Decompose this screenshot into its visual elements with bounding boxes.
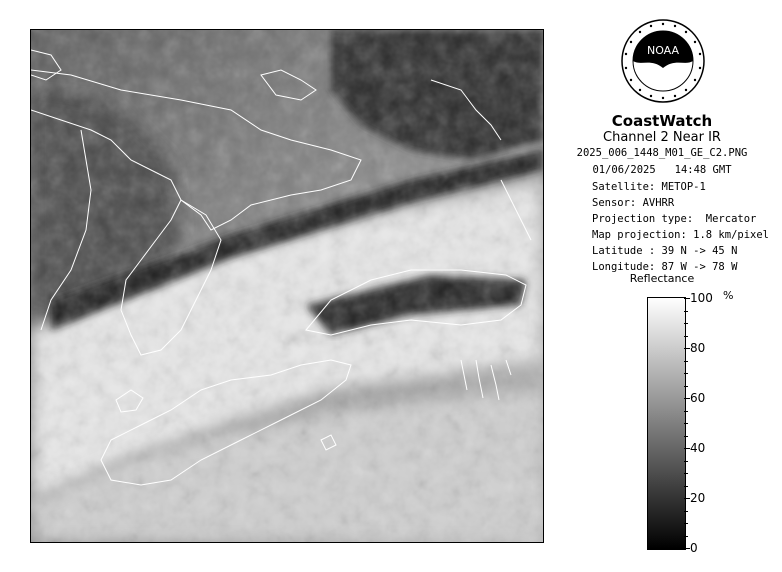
colorbar-tick [684, 461, 688, 462]
colorbar-tick [684, 323, 688, 324]
projection-type: Projection type: Mercator [592, 213, 757, 225]
info-panel [562, 0, 774, 572]
colorbar [647, 297, 686, 550]
colorbar-title: Reflectance [629, 272, 695, 285]
satellite-image [30, 29, 544, 543]
colorbar-label: 100 [690, 291, 713, 305]
logo-text: NOAA [646, 44, 680, 57]
colorbar-tick [684, 361, 688, 362]
colorbar-label: 40 [690, 441, 706, 455]
colorbar-tick [684, 473, 688, 474]
filename: 2025_006_1448_M01_GE_C2.PNG [576, 147, 748, 159]
sensor: Sensor: AVHRR [592, 197, 675, 209]
satellite: Satellite: METOP-1 [592, 181, 706, 193]
colorbar-tick [684, 523, 688, 524]
colorbar-tick [684, 311, 688, 312]
channel-title: Channel 2 Near IR [603, 130, 721, 145]
colorbar-tick [684, 511, 688, 512]
colorbar-tick [684, 411, 688, 412]
brand-title: CoastWatch [611, 112, 713, 130]
colorbar-tick [684, 336, 688, 337]
satellite-image-svg [31, 30, 543, 542]
latitude: Latitude : 39 N -> 45 N [592, 245, 738, 257]
colorbar-tick [684, 486, 688, 487]
colorbar-label: 60 [690, 391, 706, 405]
colorbar-label: 0 [690, 541, 698, 555]
colorbar-unit: % [723, 289, 734, 302]
map-projection: Map projection: 1.8 km/pixel [592, 229, 770, 241]
colorbar-label: 20 [690, 491, 706, 505]
colorbar-tick [684, 436, 688, 437]
datetime: 01/06/2025 14:48 GMT [592, 164, 732, 176]
longitude: Longitude: 87 W -> 78 W [592, 261, 738, 273]
colorbar-tick [684, 373, 688, 374]
colorbar-tick [684, 386, 688, 387]
colorbar-tick [684, 536, 688, 537]
colorbar-tick [684, 423, 688, 424]
noaa-logo [620, 18, 706, 104]
colorbar-label: 80 [690, 341, 706, 355]
